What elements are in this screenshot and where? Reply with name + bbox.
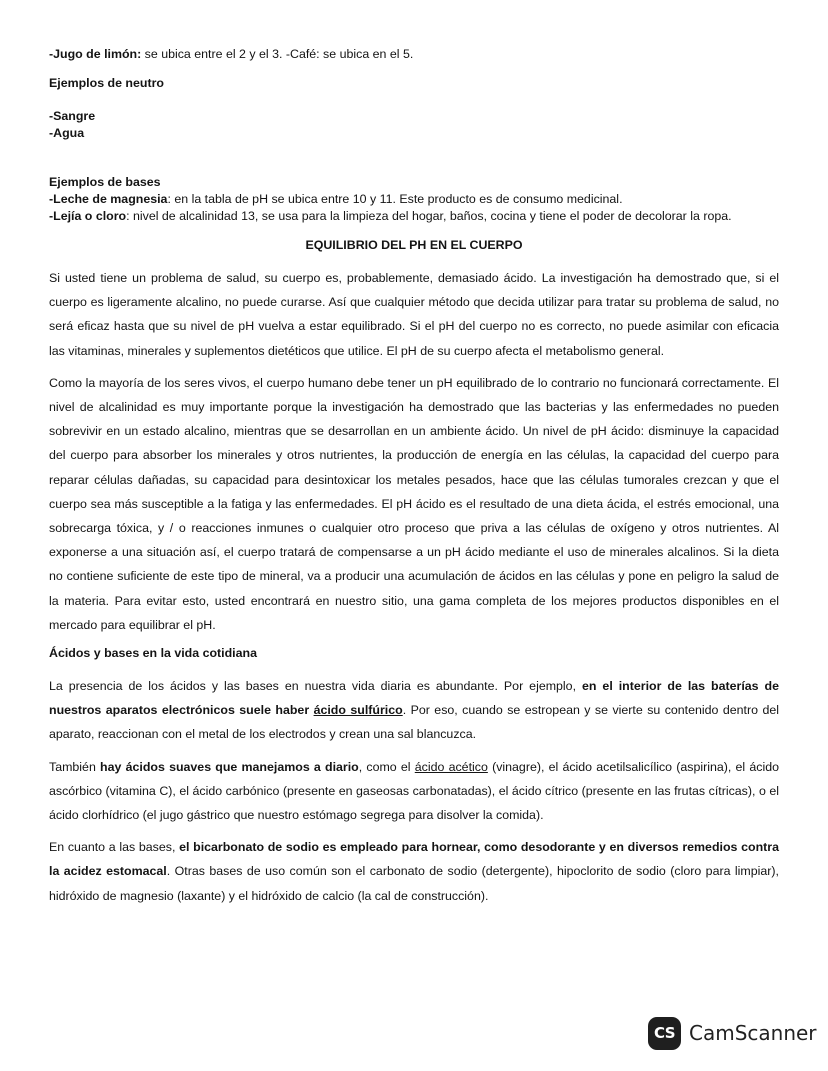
lemon-text: se ubica entre el 2 y el 3. -Café: se ubica en el 5. <box>141 47 414 61</box>
neutral-heading: Ejemplos de neutro <box>49 76 164 90</box>
base-item-magnesia: -Leche de magnesia: en la tabla de pH se ubica entre 10 y 11. Este producto es de consumo medicinal. <box>49 192 623 206</box>
paragraph-mild-acids: También hay ácidos suaves que manejamos a diario, como el ácido acético (vinagre), el ácido acetilsalicílico (aspirina), el ácido ascórbico (vitamina C), el ácido carbónico (presente en gaseosas carbonatadas), el ácido cítrico (presente en las frutas cítricas), o el ácido clorhídrico (el jugo gástrico que nuestro estómago segrega para disolver la comida). <box>49 759 780 823</box>
neutral-item-water: -Agua <box>49 126 85 140</box>
paragraph-bases: En cuanto a las bases, el bicarbonato de sodio es empleado para hornear, como desodorante y en diversos remedios contra la acidez estomacal. Otras bases de uso común son el carbonato de sodio (detergente), hipoclorito de sodio (cloro para limpiar), hidróxido de magnesio (laxante) y el hidróxido de calcio (la cal de construcción). <box>49 840 779 903</box>
camscanner-watermark <box>648 1015 817 1051</box>
paragraph-body-ph: Como la mayoría de los seres vivos, el cuerpo humano debe tener un pH equilibrado de lo contrario no funcionará correctamente. El nivel de alcalinidad es muy importante porque la investigación ha demostrado que las bacterias y las enfermedades no pueden sobrevivir en un estado alcalino, mientras que se desarrollan en un ambiente ácido. Un nivel de pH ácido: disminuye la capacidad del cuerpo para absorber los minerales y otros nutrientes, la producción de energía en las células, la capacidad del cuerpo para reparar células dañadas, su capacidad para desintoxicar los metales pesados, hace que las células tumorales crezcan y que el cuerpo sea más susceptible a la fatiga y las enfermedades. El pH ácido es el resultado de una dieta ácida, el estrés emocional, una sobrecarga tóxica, y / o reacciones inmunes o cualquier otro proceso que priva a las células de oxígeno y otros nutrientes. Al exponerse a una situación así, el cuerpo tratará de compensarse a un pH ácido mediante el uso de minerales alcalinos. Si la dieta no contiene suficiente de este tipo de mineral, va a producir una acumulación de ácidos en las células y pone en peligro la salud de la materia. Para evitar esto, usted encontrará en nuestro sitio, una gama completa de los mejores productos disponibles en el mercado para equilibrar el pH. <box>49 375 779 632</box>
paragraph-batteries: La presencia de los ácidos y las bases en nuestra vida diaria es abundante. Por ejemplo, en el interior de las baterías de nuestros aparatos electrónicos suele haber ácido sulfúrico. Por eso, cuando se estropean y se vierte su contenido dentro del aparato, reaccionan con el metal de los electrodos y crean una sal blancuzca. <box>49 679 779 742</box>
paragraph-health-ph: Si usted tiene un problema de salud, su cuerpo es, probablemente, demasiado ácido. La investigación ha demostrado que, si el cuerpo es ligeramente alcalino, no puede curarse. Así que cualquier método que decida utilizar para tratar su problema de salud, no será eficaz hasta que su nivel de pH vuelva a estar equilibrado. Si el pH del cuerpo no es correcto, no puede asimilar con eficacia las vitaminas, minerales y suplementos dietéticos que utilice. El pH de su cuerpo afecta el metabolismo general. <box>49 271 779 358</box>
base-item-bleach: -Lejía o cloro: nivel de alcalinidad 13, se usa para la limpieza del hogar, baños, cocina y tiene el poder de decolorar la ropa. <box>49 209 732 223</box>
lemon-line <box>49 46 779 63</box>
section-heading-daily-life: Ácidos y bases en la vida cotidiana <box>49 646 257 661</box>
camscanner-wordmark: CamScanner <box>689 1021 817 1045</box>
lemon-label: -Jugo de limón: <box>49 47 142 61</box>
section-title-ph-balance: EQUILIBRIO DEL PH EN EL CUERPO <box>305 238 523 252</box>
document-page <box>49 46 779 916</box>
neutral-item-blood: -Sangre <box>49 109 96 123</box>
bases-heading: Ejemplos de bases <box>49 175 161 189</box>
camscanner-logo-icon: CS <box>648 1017 681 1050</box>
